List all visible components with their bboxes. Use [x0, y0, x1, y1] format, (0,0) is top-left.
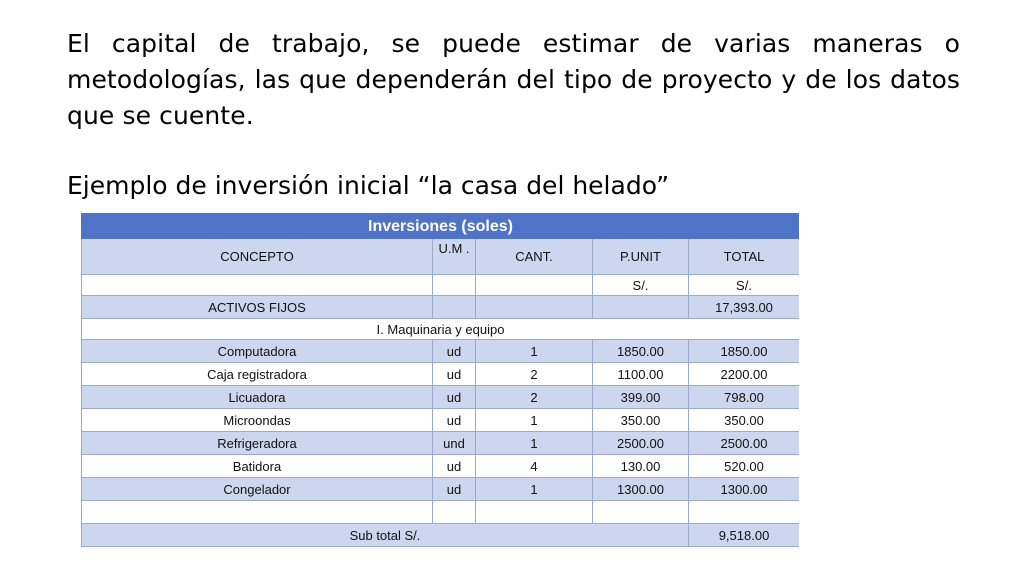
- table-row: [82, 409, 800, 432]
- table-cell: [593, 296, 689, 319]
- table-cell: [689, 501, 800, 524]
- currency-total: S/.: [689, 275, 800, 296]
- empty-row: [82, 501, 800, 524]
- item-cant: 1: [476, 478, 593, 501]
- item-concepto: Licuadora: [82, 386, 433, 409]
- activos-fijos-label: ACTIVOS FIJOS: [82, 296, 433, 319]
- item-total: 1850.00: [689, 340, 800, 363]
- item-concepto: Caja registradora: [82, 363, 433, 386]
- item-punit: 2500.00: [593, 432, 689, 455]
- item-concepto: Batidora: [82, 455, 433, 478]
- item-total: 2200.00: [689, 363, 800, 386]
- table-row: [82, 340, 800, 363]
- intro-paragraph: El capital de trabajo, se puede estimar de varias maneras o metodologías, las que dependerán del tipo de proyecto y de los datos que se cuente.: [67, 29, 960, 130]
- item-total: 1300.00: [689, 478, 800, 501]
- table-row: [82, 455, 800, 478]
- item-punit: 1850.00: [593, 340, 689, 363]
- item-punit: 130.00: [593, 455, 689, 478]
- header-um: U.M .: [433, 239, 476, 275]
- item-total: 2500.00: [689, 432, 800, 455]
- table-cell: [433, 275, 476, 296]
- item-punit: 1100.00: [593, 363, 689, 386]
- item-total: 520.00: [689, 455, 800, 478]
- item-punit: 1300.00: [593, 478, 689, 501]
- item-concepto: Computadora: [82, 340, 433, 363]
- subtotal-label: Sub total S/.: [82, 524, 689, 547]
- item-um: und: [433, 432, 476, 455]
- item-cant: 1: [476, 340, 593, 363]
- table-cell: [593, 501, 689, 524]
- table-title: Inversiones (soles): [82, 214, 800, 239]
- activos-fijos-total: 17,393.00: [689, 296, 800, 319]
- table-row: [82, 363, 800, 386]
- item-punit: 399.00: [593, 386, 689, 409]
- item-concepto: Refrigeradora: [82, 432, 433, 455]
- item-cant: 4: [476, 455, 593, 478]
- table-cell: [82, 501, 433, 524]
- table-header-row: [82, 239, 800, 275]
- activos-fijos-row: [82, 296, 800, 319]
- header-concepto: CONCEPTO: [82, 239, 433, 275]
- table-cell: [476, 501, 593, 524]
- table-cell: [433, 296, 476, 319]
- item-um: ud: [433, 386, 476, 409]
- item-um: ud: [433, 478, 476, 501]
- item-punit: 350.00: [593, 409, 689, 432]
- example-heading: Ejemplo de inversión inicial “la casa del helado”: [67, 171, 670, 200]
- currency-punit: S/.: [593, 275, 689, 296]
- investment-table-container: [81, 213, 799, 551]
- header-punit: P.UNIT: [593, 239, 689, 275]
- section-row: [82, 319, 800, 340]
- item-concepto: Microondas: [82, 409, 433, 432]
- item-cant: 2: [476, 363, 593, 386]
- item-um: ud: [433, 363, 476, 386]
- item-um: ud: [433, 409, 476, 432]
- table-cell: [433, 501, 476, 524]
- header-cant: CANT.: [476, 239, 593, 275]
- section-label: I. Maquinaria y equipo: [82, 319, 800, 340]
- item-cant: 1: [476, 409, 593, 432]
- item-concepto: Congelador: [82, 478, 433, 501]
- table-cell: [476, 275, 593, 296]
- table-row: [82, 432, 800, 455]
- item-cant: 2: [476, 386, 593, 409]
- item-cant: 1: [476, 432, 593, 455]
- item-total: 798.00: [689, 386, 800, 409]
- header-total: TOTAL: [689, 239, 800, 275]
- item-um: ud: [433, 455, 476, 478]
- table-cell: [476, 296, 593, 319]
- table-title-row: [82, 214, 800, 239]
- subtotal-total: 9,518.00: [689, 524, 800, 547]
- item-um: ud: [433, 340, 476, 363]
- table-cell: [82, 275, 433, 296]
- investment-table: [81, 213, 799, 547]
- table-row: [82, 386, 800, 409]
- currency-row: [82, 275, 800, 296]
- subtotal-row: [82, 524, 800, 547]
- item-total: 350.00: [689, 409, 800, 432]
- table-row: [82, 478, 800, 501]
